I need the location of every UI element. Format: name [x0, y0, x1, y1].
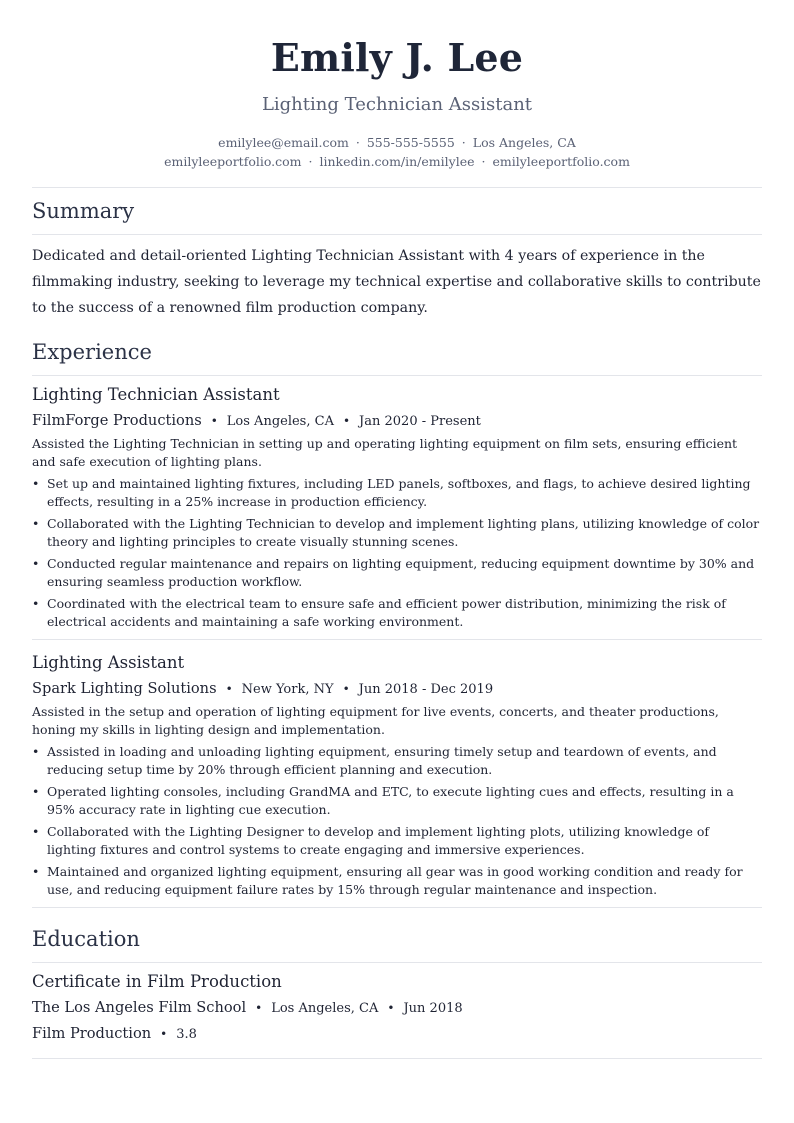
contact-location: Los Angeles, CA — [472, 135, 576, 150]
job-bullet: • Collaborated with the Lighting Designer to develop and implement lighting plots, utilizing knowledge of lighting fixtures and control systems to create engaging and immersive experiences. — [32, 824, 710, 857]
divider — [32, 187, 762, 188]
education-location: Los Angeles, CA — [271, 1001, 379, 1016]
job-entry — [0, 384, 794, 631]
job-location: Los Angeles, CA — [226, 414, 334, 429]
resume-header — [0, 0, 794, 171]
contact-line-2: emilyleeportfolio.com · linkedin.com/in/emilylee · emilyleeportfolio.com — [164, 154, 630, 169]
education-school: The Los Angeles Film School — [32, 999, 247, 1016]
job-entry — [0, 652, 794, 899]
job-meta: FilmForge Productions • Los Angeles, CA • Jan 2020 - Present — [32, 412, 481, 429]
experience-heading: Experience — [32, 340, 152, 364]
education-field: Film Production — [32, 1025, 152, 1042]
education-degree: Certificate in Film Production — [32, 972, 282, 991]
job-bullet: • Coordinated with the electrical team to ensure safe and efficient power distribution, minimizing the risk of electrical accidents and maintaining a safe working environment. — [32, 596, 726, 629]
job-title: Lighting Assistant — [32, 653, 185, 672]
candidate-title: Lighting Technician Assistant — [261, 94, 533, 115]
contact-email[interactable]: emilylee@email.com — [218, 135, 349, 150]
contact-phone[interactable]: 555-555-5555 — [366, 135, 455, 150]
job-bullet: • Set up and maintained lighting fixtures, including LED panels, softboxes, and flags, to achieve desired lighting effects, resulting in a 25% increase in production efficiency. — [32, 476, 751, 509]
job-location: New York, NY — [241, 682, 334, 697]
job-bullet: • Assisted in loading and unloading lighting equipment, ensuring timely setup and teardown of events, and reducing setup time by 20% through efficient planning and execution. — [32, 744, 717, 777]
job-meta: Spark Lighting Solutions • New York, NY • Jun 2018 - Dec 2019 — [32, 680, 494, 697]
job-description: Assisted in the setup and operation of lighting equipment for live events, concerts, and theater productions, honing my skills in lighting design and implementation. — [32, 704, 719, 737]
job-company: Spark Lighting Solutions — [32, 680, 217, 697]
contact-line-1: emilylee@email.com · 555-555-5555 · Los Angeles, CA — [218, 135, 576, 150]
divider — [32, 962, 762, 963]
job-dates: Jan 2020 - Present — [359, 414, 481, 429]
divider — [32, 639, 762, 640]
job-bullet: • Collaborated with the Lighting Technician to develop and implement lighting plans, utilizing knowledge of color theory and lighting principles to create visually stunning scenes. — [32, 516, 760, 549]
job-bullet: • Conducted regular maintenance and repairs on lighting equipment, reducing equipment downtime by 30% and ensuring seamless production workflow. — [32, 556, 755, 589]
education-date: Jun 2018 — [403, 1001, 463, 1016]
job-company: FilmForge Productions — [32, 412, 202, 429]
divider — [32, 234, 762, 235]
job-title: Lighting Technician Assistant — [32, 385, 280, 404]
job-description: Assisted the Lighting Technician in setting up and operating lighting equipment on film sets, ensuring efficient and safe execution of lighting plans. — [32, 436, 738, 469]
job-bullets — [32, 743, 762, 899]
education-entry — [0, 971, 794, 1046]
education-field-meta: Film Production • 3.8 — [32, 1025, 197, 1042]
candidate-name: Emily J. Lee — [270, 35, 524, 80]
summary-heading: Summary — [32, 199, 135, 223]
divider — [32, 1058, 762, 1059]
contact-portfolio-link[interactable]: emilyleeportfolio.com — [164, 154, 302, 169]
divider — [32, 375, 762, 376]
education-meta: The Los Angeles Film School • Los Angeles, CA • Jun 2018 — [32, 999, 463, 1016]
education-heading: Education — [32, 927, 140, 951]
contact-linkedin-link[interactable]: linkedin.com/in/emilylee — [319, 154, 475, 169]
job-dates: Jun 2018 - Dec 2019 — [358, 682, 494, 697]
job-bullets — [32, 475, 762, 631]
education-gpa: 3.8 — [176, 1027, 197, 1042]
divider — [32, 907, 762, 908]
summary-text: Dedicated and detail-oriented Lighting Technician Assistant with 4 years of experience in the filmmaking industry, seeking to leverage my technical expertise and collaborative skills to contribute to the success of a renowned film production company. — [32, 248, 761, 316]
job-bullet: • Operated lighting consoles, including GrandMA and ETC, to execute lighting cues and effects, resulting in a 95% accuracy rate in lighting cue execution. — [32, 784, 734, 817]
job-bullet: • Maintained and organized lighting equipment, ensuring all gear was in good working condition and ready for use, and reducing equipment failure rates by 15% through regular maintenance and inspection. — [32, 864, 743, 897]
contact-portfolio-link-2[interactable]: emilyleeportfolio.com — [492, 154, 630, 169]
